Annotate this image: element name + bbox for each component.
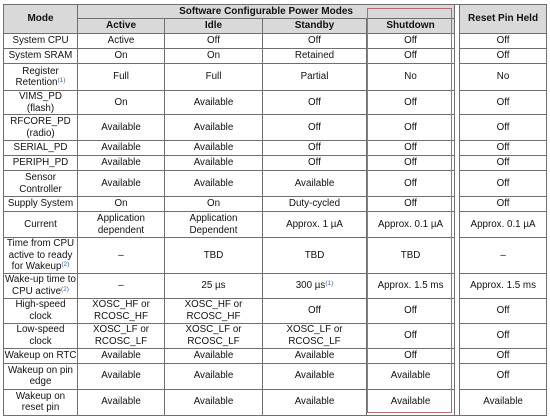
row-label: RFCORE_PD (radio) <box>4 115 78 141</box>
cell-reset-pin-held: Off <box>460 348 547 363</box>
cell-idle: On <box>165 197 263 212</box>
cell-active: On <box>78 91 165 115</box>
cell-standby: Off <box>263 91 367 115</box>
header-shutdown: Shutdown <box>367 19 455 34</box>
row-periph-pd <box>4 156 547 171</box>
cell-idle: Available <box>165 156 263 171</box>
row-current <box>4 212 547 238</box>
cell-reset-pin-held: Off <box>460 171 547 197</box>
footnote-link[interactable]: (1) <box>325 279 334 287</box>
row-sensor-controller <box>4 171 547 197</box>
cell-shutdown: Off <box>367 298 455 323</box>
cell-idle: Available <box>165 141 263 156</box>
cell-idle: Off <box>165 34 263 49</box>
row-rfcore-pd <box>4 115 547 141</box>
cell-shutdown: Approx. 1.5 ms <box>367 273 455 298</box>
cell-shutdown: Off <box>367 197 455 212</box>
cell-shutdown: Off <box>367 141 455 156</box>
cell-active: Available <box>78 156 165 171</box>
cell-idle: XOSC_LF or RCOSC_LF <box>165 323 263 348</box>
cell-shutdown: Off <box>367 323 455 348</box>
cell-shutdown: Off <box>367 156 455 171</box>
cell-shutdown: Off <box>367 171 455 197</box>
row-label: VIMS_PD (flash) <box>4 91 78 115</box>
footnote-link[interactable]: (1) <box>57 77 66 84</box>
cell-active: XOSC_LF or RCOSC_LF <box>78 323 165 348</box>
cell-idle: Available <box>165 348 263 363</box>
row-label: System SRAM <box>4 49 78 64</box>
cell-shutdown: Off <box>367 348 455 363</box>
cell-reset-pin-held: Off <box>460 91 547 115</box>
row-system-cpu <box>4 34 547 49</box>
cell-active: Available <box>78 389 165 415</box>
cell-idle: Available <box>165 115 263 141</box>
cell-standby: Partial <box>263 64 367 91</box>
cell-standby: Available <box>263 348 367 363</box>
header-idle: Idle <box>165 19 263 34</box>
header-mode: Mode <box>4 5 78 34</box>
row-label: Wakeup on reset pin <box>4 389 78 415</box>
row-label <box>4 238 78 274</box>
cell-standby: Off <box>263 34 367 49</box>
row-low-speed-clock <box>4 323 547 348</box>
footnote-link[interactable]: (2) <box>61 285 69 293</box>
cell-reset-pin-held: Off <box>460 197 547 212</box>
header-reset-pin-held: Reset Pin Held <box>460 5 547 34</box>
cell-reset-pin-held: Off <box>460 323 547 348</box>
cell-standby: Off <box>263 115 367 141</box>
cell-reset-pin-held: Off <box>460 298 547 323</box>
row-high-speed-clock <box>4 298 547 323</box>
row-wakeup-time <box>4 273 547 298</box>
cell-reset-pin-held: Approx. 1.5 ms <box>460 273 547 298</box>
cell-shutdown: Off <box>367 34 455 49</box>
cell-shutdown: TBD <box>367 238 455 274</box>
cell-active: Available <box>78 141 165 156</box>
cell-active: Available <box>78 348 165 363</box>
cell-reset-pin-held: Approx. 0.1 µA <box>460 212 547 238</box>
row-label-text: Wake-up time to CPU active <box>5 274 76 297</box>
cell-idle: XOSC_HF or RCOSC_HF <box>165 298 263 323</box>
cell-shutdown: Off <box>367 91 455 115</box>
row-time-to-wakeup-ready <box>4 238 547 274</box>
cell-reset-pin-held: Available <box>460 389 547 415</box>
row-label: Supply System <box>4 197 78 212</box>
cell-standby: Approx. 1 µA <box>263 212 367 238</box>
cell-active: Available <box>78 171 165 197</box>
header-row-groups <box>4 5 547 19</box>
cell-active: – <box>78 273 165 298</box>
cell-active: Active <box>78 34 165 49</box>
cell-reset-pin-held: Off <box>460 156 547 171</box>
cell-standby: Off <box>263 298 367 323</box>
cell-standby: Available <box>263 171 367 197</box>
cell-reset-pin-held: Off <box>460 49 547 64</box>
cell-standby: Available <box>263 389 367 415</box>
row-label <box>4 273 78 298</box>
header-active: Active <box>78 19 165 34</box>
row-system-sram <box>4 49 547 64</box>
cell-standby <box>263 273 367 298</box>
row-label-text: Register Retention <box>15 65 59 88</box>
cell-standby: Available <box>263 363 367 389</box>
row-wakeup-on-rtc <box>4 348 547 363</box>
row-label: Sensor Controller <box>4 171 78 197</box>
cell-idle: Available <box>165 389 263 415</box>
cell-active: On <box>78 49 165 64</box>
cell-active: On <box>78 197 165 212</box>
row-register-retention <box>4 64 547 91</box>
cell-shutdown: Off <box>367 115 455 141</box>
cell-shutdown: Off <box>367 49 455 64</box>
cell-idle: Available <box>165 91 263 115</box>
cell-active: – <box>78 238 165 274</box>
row-label: High-speed clock <box>4 298 78 323</box>
row-label-text: Time from CPU active to ready for Wakeup <box>6 238 75 272</box>
cell-reset-pin-held: – <box>460 238 547 274</box>
row-label: Current <box>4 212 78 238</box>
cell-idle: Available <box>165 363 263 389</box>
header-standby: Standby <box>263 19 367 34</box>
cell-active: Available <box>78 115 165 141</box>
row-vims-pd <box>4 91 547 115</box>
footnote-link[interactable]: (2) <box>61 261 70 268</box>
cell-idle: 25 µs <box>165 273 263 298</box>
row-label: Low-speed clock <box>4 323 78 348</box>
cell-idle: Full <box>165 64 263 91</box>
cell-standby: XOSC_LF or RCOSC_LF <box>263 323 367 348</box>
header-software-modes: Software Configurable Power Modes <box>78 5 455 19</box>
cell-active: Application dependent <box>78 212 165 238</box>
row-label: Wakeup on RTC <box>4 348 78 363</box>
cell-shutdown: No <box>367 64 455 91</box>
cell-reset-pin-held: Off <box>460 141 547 156</box>
cell-reset-pin-held: Off <box>460 363 547 389</box>
cell-reset-pin-held: No <box>460 64 547 91</box>
cell-shutdown: Approx. 0.1 µA <box>367 212 455 238</box>
cell-standby: Duty-cycled <box>263 197 367 212</box>
power-modes-table <box>3 4 547 416</box>
cell-reset-pin-held: Off <box>460 115 547 141</box>
cell-active: XOSC_HF or RCOSC_HF <box>78 298 165 323</box>
cell-idle: TBD <box>165 238 263 274</box>
cell-text: 300 µs <box>295 279 326 291</box>
row-wakeup-on-reset-pin <box>4 389 547 415</box>
row-label <box>4 64 78 91</box>
row-wakeup-on-pin-edge <box>4 363 547 389</box>
row-label: PERIPH_PD <box>4 156 78 171</box>
row-serial-pd <box>4 141 547 156</box>
cell-idle: Application Dependent <box>165 212 263 238</box>
row-label: SERIAL_PD <box>4 141 78 156</box>
cell-standby: Off <box>263 141 367 156</box>
cell-shutdown: Available <box>367 363 455 389</box>
cell-standby: Retained <box>263 49 367 64</box>
cell-active: Available <box>78 363 165 389</box>
cell-shutdown: Available <box>367 389 455 415</box>
cell-reset-pin-held: Off <box>460 34 547 49</box>
cell-standby: TBD <box>263 238 367 274</box>
cell-idle: Available <box>165 171 263 197</box>
row-label: System CPU <box>4 34 78 49</box>
cell-idle: On <box>165 49 263 64</box>
cell-active: Full <box>78 64 165 91</box>
cell-standby: Off <box>263 156 367 171</box>
row-supply-system <box>4 197 547 212</box>
row-label: Wakeup on pin edge <box>4 363 78 389</box>
